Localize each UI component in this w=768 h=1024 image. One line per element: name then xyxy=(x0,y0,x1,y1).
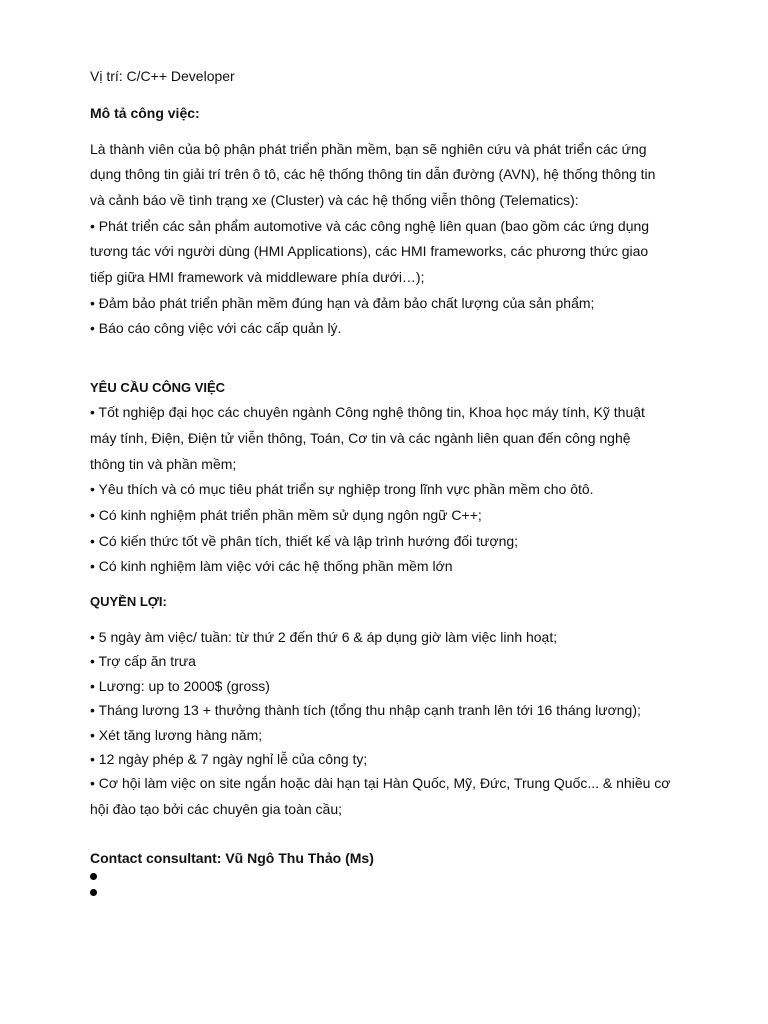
requirements-line: • Có kinh nghiệm phát triển phần mềm sử dụng ngôn ngữ C++; xyxy=(90,507,482,523)
empty-bullet xyxy=(90,889,97,896)
requirements-line: máy tính, Điện, Điện tử viễn thông, Toán, Cơ tin và các ngành liên quan đến công nghệ xyxy=(90,430,631,446)
benefits-line: • Cơ hội làm việc on site ngắn hoặc dài hạn tại Hàn Quốc, Mỹ, Đức, Trung Quốc... & nhiều cơ xyxy=(90,775,671,791)
requirements-heading: YÊU CẦU CÔNG VIỆC xyxy=(90,380,226,395)
requirements-line: • Có kiến thức tốt về phân tích, thiết kế và lập trình hướng đối tượng; xyxy=(90,533,519,549)
requirements-line: • Có kinh nghiệm làm việc với các hệ thống phần mềm lớn xyxy=(90,558,453,574)
benefits-line: • Xét tăng lương hàng năm; xyxy=(90,727,263,743)
description-line: • Đảm bảo phát triển phần mềm đúng hạn và đảm bảo chất lượng của sản phẩm; xyxy=(90,295,595,311)
description-line: và cảnh báo về tình trạng xe (Cluster) và các hệ thống viễn thông (Telematics): xyxy=(90,192,579,208)
description-line: Là thành viên của bộ phận phát triển phần mềm, bạn sẽ nghiên cứu và phát triển các ứng xyxy=(90,141,647,157)
benefits-line: • 12 ngày phép & 7 ngày nghỉ lễ của công ty; xyxy=(90,751,368,767)
description-line: • Phát triển các sản phẩm automotive và các công nghệ liên quan (bao gồm các ứng dụng xyxy=(90,218,650,234)
benefits-line: hội đào tạo bởi các chuyên gia toàn cầu; xyxy=(90,801,343,817)
position-line: Vị trí: C/C++ Developer xyxy=(90,68,235,84)
benefits-line: • 5 ngày àm việc/ tuần: từ thứ 2 đến thứ 6 & áp dụng giờ làm việc linh hoạt; xyxy=(90,629,558,645)
requirements-line: • Yêu thích và có mục tiêu phát triển sự nghiệp trong lĩnh vực phần mềm cho ôtô. xyxy=(90,481,594,497)
empty-bullet xyxy=(90,873,97,880)
description-heading: Mô tả công việc: xyxy=(90,105,200,121)
requirements-line: thông tin và phần mềm; xyxy=(90,456,237,472)
benefits-line: • Lương: up to 2000$ (gross) xyxy=(90,678,270,694)
description-line: • Báo cáo công việc với các cấp quản lý. xyxy=(90,320,342,336)
benefits-heading: QUYỀN LỢI: xyxy=(90,594,167,609)
requirements-line: • Tốt nghiệp đại học các chuyên ngành Công nghệ thông tin, Khoa học máy tính, Kỹ thuật xyxy=(90,404,645,420)
description-line: tương tác với người dùng (HMI Applications), các HMI frameworks, các phương thức giao xyxy=(90,243,649,259)
benefits-line: • Trợ cấp ăn trưa xyxy=(90,653,196,669)
description-line: tiếp giữa HMI framework và middleware phía dưới…); xyxy=(90,269,425,285)
description-line: dụng thông tin giải trí trên ô tô, các hệ thống thông tin dẫn đường (AVN), hệ thống thông tin xyxy=(90,166,656,182)
benefits-line: • Tháng lương 13 + thưởng thành tích (tổng thu nhập cạnh tranh lên tới 16 tháng lương); xyxy=(90,702,641,718)
contact-line: Contact consultant: Vũ Ngô Thu Thảo (Ms) xyxy=(90,850,374,866)
